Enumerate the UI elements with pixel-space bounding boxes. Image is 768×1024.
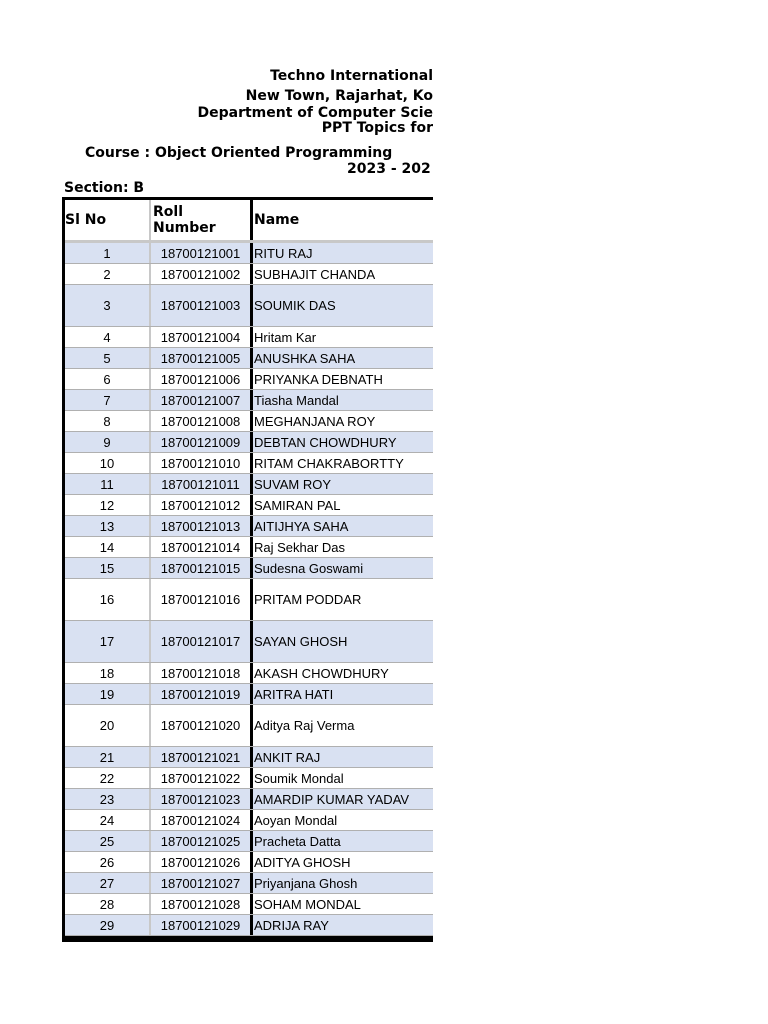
section-label: Section: B (64, 180, 145, 196)
name-cell: Sudesna Goswami (254, 560, 364, 576)
sl-no-cell: 6 (65, 369, 151, 389)
roll-number-cell: 18700121009 (151, 432, 253, 452)
institute-address: New Town, Rajarhat, Ko (245, 88, 433, 104)
table-row (65, 453, 433, 474)
sl-no-cell: 26 (65, 852, 151, 872)
roll-number-cell: 18700121021 (151, 747, 253, 767)
table-row (65, 411, 433, 432)
sl-no-cell: 1 (65, 243, 151, 263)
sl-no-cell: 24 (65, 810, 151, 830)
sl-no-cell: 22 (65, 768, 151, 788)
roll-number-cell: 18700121004 (151, 327, 253, 347)
name-cell: RITAM CHAKRABORTTY (254, 455, 404, 471)
sl-no-cell: 27 (65, 873, 151, 893)
name-cell: AMARDIP KUMAR YADAV (254, 791, 410, 807)
sl-no-cell: 29 (65, 915, 151, 935)
department-title: Department of Computer Scie (197, 105, 433, 121)
sl-no-cell: 8 (65, 411, 151, 431)
name-cell: Aoyan Mondal (254, 812, 338, 828)
roll-number-cell: 18700121027 (151, 873, 253, 893)
table-row (65, 852, 433, 873)
roll-number-cell: 18700121023 (151, 789, 253, 809)
roll-number-cell: 18700121002 (151, 264, 253, 284)
sl-no-cell: 12 (65, 495, 151, 515)
table-row (65, 873, 433, 894)
course-title: Course : Object Oriented Programming (85, 145, 393, 161)
roll-number-cell: 18700121013 (151, 516, 253, 536)
sl-no-cell: 20 (65, 705, 151, 746)
sl-no-cell: 25 (65, 831, 151, 851)
table-row (65, 768, 433, 789)
roll-number-cell: 18700121018 (151, 663, 253, 683)
roll-number-cell: 18700121022 (151, 768, 253, 788)
sl-no-cell: 4 (65, 327, 151, 347)
sl-no-cell: 3 (65, 285, 151, 326)
institute-title: Techno International (270, 68, 433, 84)
roll-number-cell: 18700121008 (151, 411, 253, 431)
table-row (65, 243, 433, 264)
student-table (62, 197, 433, 939)
sl-no-cell: 13 (65, 516, 151, 536)
sl-no-cell: 16 (65, 579, 151, 620)
academic-year: 2023 - 202 (347, 161, 431, 177)
sl-no-cell: 15 (65, 558, 151, 578)
name-cell: Tiasha Mandal (254, 392, 339, 408)
roll-number-cell: 18700121003 (151, 285, 253, 326)
roll-number-cell: 18700121020 (151, 705, 253, 746)
column-header-sl-no: Sl No (65, 200, 151, 240)
name-cell: AITIJHYA SAHA (254, 518, 349, 534)
table-row (65, 705, 433, 747)
table-row (65, 474, 433, 495)
table-bottom-border (62, 939, 433, 942)
roll-number-cell: 18700121010 (151, 453, 253, 473)
sl-no-cell: 18 (65, 663, 151, 683)
roll-number-cell: 18700121025 (151, 831, 253, 851)
name-cell: MEGHANJANA ROY (254, 413, 376, 429)
sl-no-cell: 23 (65, 789, 151, 809)
roll-number-cell: 18700121019 (151, 684, 253, 704)
name-cell: SOUMIK DAS (254, 298, 336, 313)
roll-number-cell: 18700121016 (151, 579, 253, 620)
sl-no-cell: 21 (65, 747, 151, 767)
name-cell: Raj Sekhar Das (254, 539, 346, 555)
table-row (65, 579, 433, 621)
sl-no-cell: 9 (65, 432, 151, 452)
table-row (65, 516, 433, 537)
name-cell: Soumik Mondal (254, 770, 344, 786)
column-header-name: Name (254, 212, 300, 228)
table-row (65, 789, 433, 810)
table-body (65, 243, 433, 936)
name-cell: PRIYANKA DEBNATH (254, 371, 383, 387)
table-row (65, 747, 433, 768)
roll-number-cell: 18700121028 (151, 894, 253, 914)
table-row (65, 348, 433, 369)
name-cell: DEBTAN CHOWDHURY (254, 434, 397, 450)
sl-no-cell: 14 (65, 537, 151, 557)
table-row (65, 894, 433, 915)
table-header (65, 200, 433, 243)
roll-number-cell: 18700121029 (151, 915, 253, 935)
table-row (65, 810, 433, 831)
sl-no-cell: 11 (65, 474, 151, 494)
roll-number-cell: 18700121015 (151, 558, 253, 578)
name-cell: SOHAM MONDAL (254, 896, 361, 912)
name-cell: Hritam Kar (254, 329, 317, 345)
table-row (65, 663, 433, 684)
name-cell: AKASH CHOWDHURY (254, 665, 389, 681)
roll-number-cell: 18700121001 (151, 243, 253, 263)
name-cell: SUBHAJIT CHANDA (254, 266, 376, 282)
roll-number-cell: 18700121017 (151, 621, 253, 662)
roll-number-cell: 18700121026 (151, 852, 253, 872)
roll-number-cell: 18700121014 (151, 537, 253, 557)
table-row (65, 369, 433, 390)
name-cell: PRITAM PODDAR (254, 592, 362, 607)
name-cell: Aditya Raj Verma (254, 718, 355, 733)
sl-no-cell: 17 (65, 621, 151, 662)
column-header-roll-number: Roll Number (151, 200, 253, 240)
name-cell: ARITRA HATI (254, 686, 334, 702)
table-row (65, 558, 433, 579)
roll-number-cell: 18700121012 (151, 495, 253, 515)
roll-number-cell: 18700121011 (151, 474, 253, 494)
table-row (65, 327, 433, 348)
name-cell: ANUSHKA SAHA (254, 350, 356, 366)
name-cell: SUVAM ROY (254, 476, 332, 492)
sl-no-cell: 10 (65, 453, 151, 473)
name-cell: SAMIRAN PAL (254, 497, 341, 513)
table-row (65, 537, 433, 558)
table-row (65, 831, 433, 852)
table-row (65, 432, 433, 453)
roll-number-cell: 18700121007 (151, 390, 253, 410)
name-cell: Pracheta Datta (254, 833, 341, 849)
name-cell: ADITYA GHOSH (254, 854, 351, 870)
sl-no-cell: 7 (65, 390, 151, 410)
table-row (65, 390, 433, 411)
roll-number-cell: 18700121024 (151, 810, 253, 830)
table-row (65, 621, 433, 663)
roll-number-cell: 18700121006 (151, 369, 253, 389)
name-cell: ADRIJA RAY (254, 917, 329, 933)
table-row (65, 684, 433, 705)
name-cell: RITU RAJ (254, 245, 313, 261)
sl-no-cell: 5 (65, 348, 151, 368)
name-cell: SAYAN GHOSH (254, 634, 348, 649)
sl-no-cell: 28 (65, 894, 151, 914)
name-cell: Priyanjana Ghosh (254, 875, 358, 891)
roll-number-cell: 18700121005 (151, 348, 253, 368)
sl-no-cell: 19 (65, 684, 151, 704)
sl-no-cell: 2 (65, 264, 151, 284)
table-row (65, 285, 433, 327)
table-row (65, 495, 433, 516)
table-row (65, 915, 433, 936)
name-cell: ANKIT RAJ (254, 749, 321, 765)
ppt-topics-title: PPT Topics for (321, 120, 433, 136)
table-row (65, 264, 433, 285)
